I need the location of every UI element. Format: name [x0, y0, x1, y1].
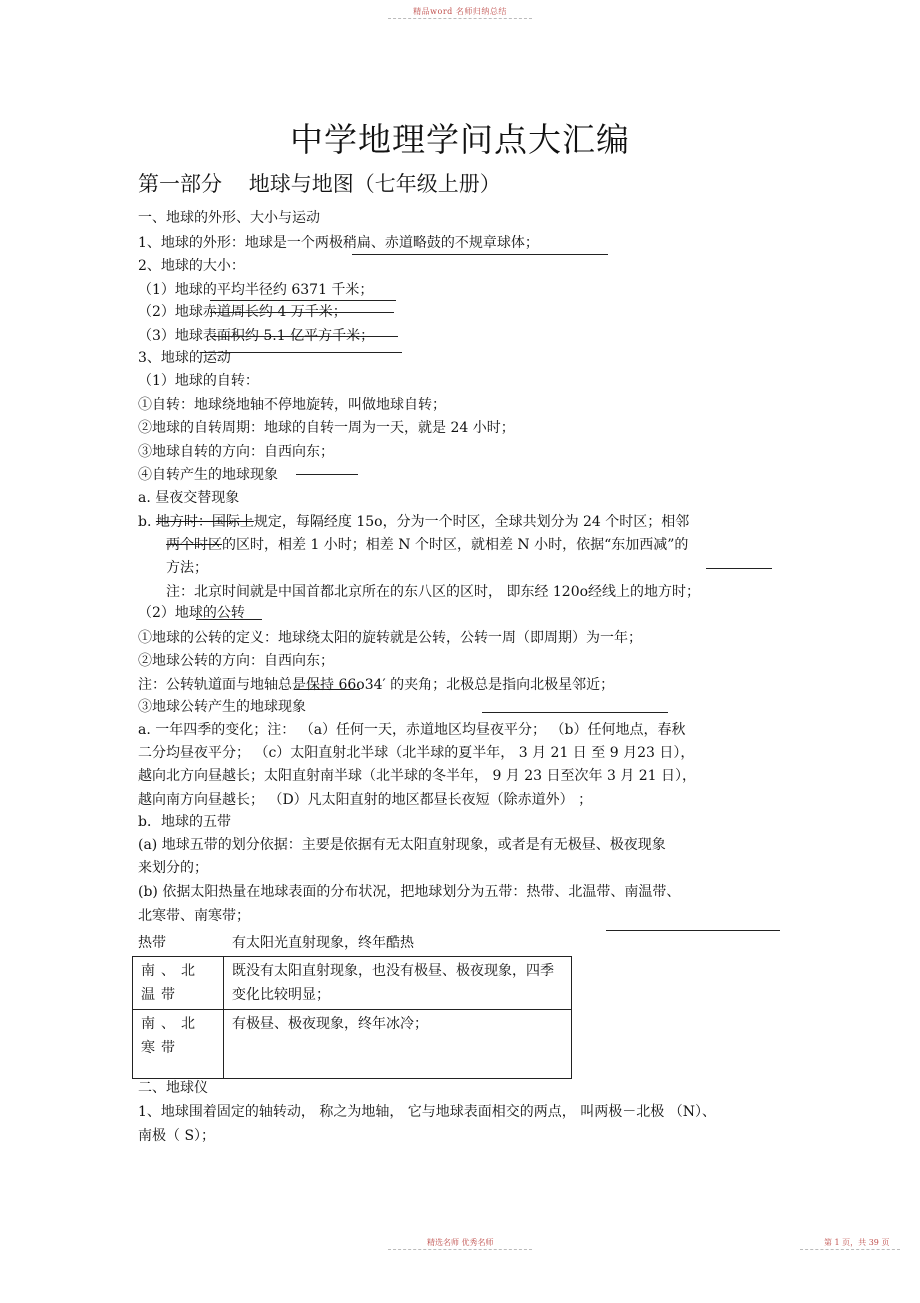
- zones-basis-line-2: 来划分的；: [138, 860, 208, 876]
- globe-axis-line-2: 南极（ S）；: [138, 1128, 216, 1144]
- rotation-direction: ③地球自转的方向：自西向东；: [138, 444, 334, 460]
- underline: [196, 619, 262, 620]
- footer-divider: [388, 1249, 532, 1250]
- page-header: 精品word 名师归纳总结: [413, 7, 507, 16]
- underline: [352, 254, 608, 255]
- globe-axis-line-1: 1、地球围着固定的轴转动， 称之为地轴， 它与地球表面相交的两点， 叫两极－北极 （N）、: [138, 1104, 716, 1120]
- five-zones-heading: b．地球的五带: [138, 814, 231, 830]
- strike-line: [210, 312, 394, 313]
- page-number-divider: [800, 1249, 900, 1250]
- header-divider: [388, 18, 532, 19]
- revolution-definition: ①地球的公转的定义：地球绕太阳的旋转就是公转，公转一周（即周期）为一年；: [138, 630, 642, 646]
- struck-text: 地方时：国际上: [155, 514, 254, 530]
- underline: [210, 300, 396, 301]
- rotation-phenomena: ④自转产生的地球现象: [138, 467, 278, 483]
- frigid-zone-name: 南、北寒带: [133, 1010, 224, 1079]
- revolution-heading: （2）地球的公转: [138, 605, 245, 621]
- struck-text: 两个时区: [166, 537, 222, 553]
- seasons-line-4: 越向南方向昼越长； （D）凡太阳直射的地区都昼长夜短（除赤道外） ；: [138, 792, 593, 808]
- underline: [706, 568, 772, 569]
- earth-shape-line: 1、地球的外形：地球是一个两极稍扁、赤道略鼓的不规章球体；: [138, 235, 539, 251]
- page-number: 第 1 页，共 39 页: [824, 1238, 890, 1247]
- table-row: [133, 957, 572, 1010]
- climate-zones-table: [132, 956, 572, 1079]
- time-zone-method: 方法；: [166, 560, 208, 576]
- temperate-zone-name: 南、北温带: [133, 957, 224, 1010]
- seasons-line-1: a. 一年四季的变化；注： （a）任何一天，赤道地区均昼夜平分； （b）任何地点，春秋: [138, 722, 686, 738]
- underline: [482, 712, 668, 713]
- time-zone-item: b. 地方时：国际上规定，每隔经度 15o，分为一个时区，全球共划分为 24 个时区；相邻: [138, 514, 690, 530]
- page-footer: 精选名师 优秀名师: [427, 1238, 494, 1247]
- earth-area-line: （3）地球表面积约 5.1 亿平方千米；: [138, 328, 375, 344]
- zones-division-line-1: (b) 依据太阳热量在地球表面的分布状况，把地球划分为五带：热带、北温带、南温带、: [138, 884, 681, 900]
- underline: [296, 474, 358, 475]
- revolution-direction: ②地球公转的方向：自西向东；: [138, 653, 334, 669]
- day-night-item: a. 昼夜交替现象: [138, 490, 240, 506]
- temperate-zone-description: 既没有太阳直射现象，也没有极昼、极夜现象，四季变化比较明显；: [224, 957, 572, 1010]
- earth-size-heading: 2、地球的大小：: [138, 258, 245, 274]
- table-row: [133, 1010, 572, 1079]
- underline: [294, 689, 360, 690]
- beijing-time-note: 注：北京时间就是中国首都北京所在的东八区的区时， 即东经 120o经线上的地方时；: [166, 584, 701, 600]
- zones-division-line-2: 北寒带、南寒带；: [138, 908, 250, 924]
- rotation-heading: （1）地球的自转：: [138, 373, 259, 389]
- earth-motion-heading: 3、地球的运动: [138, 350, 231, 366]
- part-heading: 第一部分 地球与地图（七年级上册）: [138, 172, 501, 196]
- section-2-heading: 二、地球仪: [138, 1080, 208, 1096]
- rotation-definition: ①自转：地球绕地轴不停地旋转，叫做地球自转；: [138, 397, 446, 413]
- seasons-line-2: 二分均昼夜平分； （c）太阳直射北半球（北半球的夏半年， 3 月 21 日 至 9 月23 日），: [138, 745, 695, 761]
- frigid-zone-description: 有极昼、极夜现象，终年冰冷；: [224, 1010, 572, 1079]
- underline: [200, 352, 402, 353]
- earth-circumference-line: （2）地球赤道周长约 4 万千米；: [138, 304, 347, 320]
- document-title: 中学地理学问点大汇编: [290, 120, 630, 159]
- earth-radius-line: （1）地球的平均半径约 6371 千米；: [138, 282, 374, 298]
- orbit-angle-note: 注：公转轨道面与地轴总是保持 66o34′ 的夹角；北极总是指向北极星邻近；: [138, 677, 615, 693]
- hot-zone-name: 热带: [138, 935, 166, 951]
- seasons-line-3: 越向北方向昼越长；太阳直射南半球（北半球的冬半年， 9 月 23 日至次年 3 月 21 日），: [138, 768, 697, 784]
- hot-zone-description: 有太阳光直射现象，终年酷热: [232, 935, 414, 951]
- section-1-heading: 一、地球的外形、大小与运动: [138, 210, 320, 226]
- underline: [606, 930, 780, 931]
- time-zone-continued: 两个时区的区时，相差 1 小时；相差 N 个时区，就相差 N 小时，依据“东加西减”的: [166, 537, 689, 553]
- strike-line: [210, 336, 398, 337]
- rotation-period: ②地球的自转周期：地球的自转一周为一天，就是 24 小时；: [138, 420, 515, 436]
- revolution-phenomena: ③地球公转产生的地球现象: [138, 699, 306, 715]
- zones-basis-line-1: (a) 地球五带的划分依据：主要是依据有无太阳直射现象，或者是有无极昼、极夜现象: [138, 837, 666, 853]
